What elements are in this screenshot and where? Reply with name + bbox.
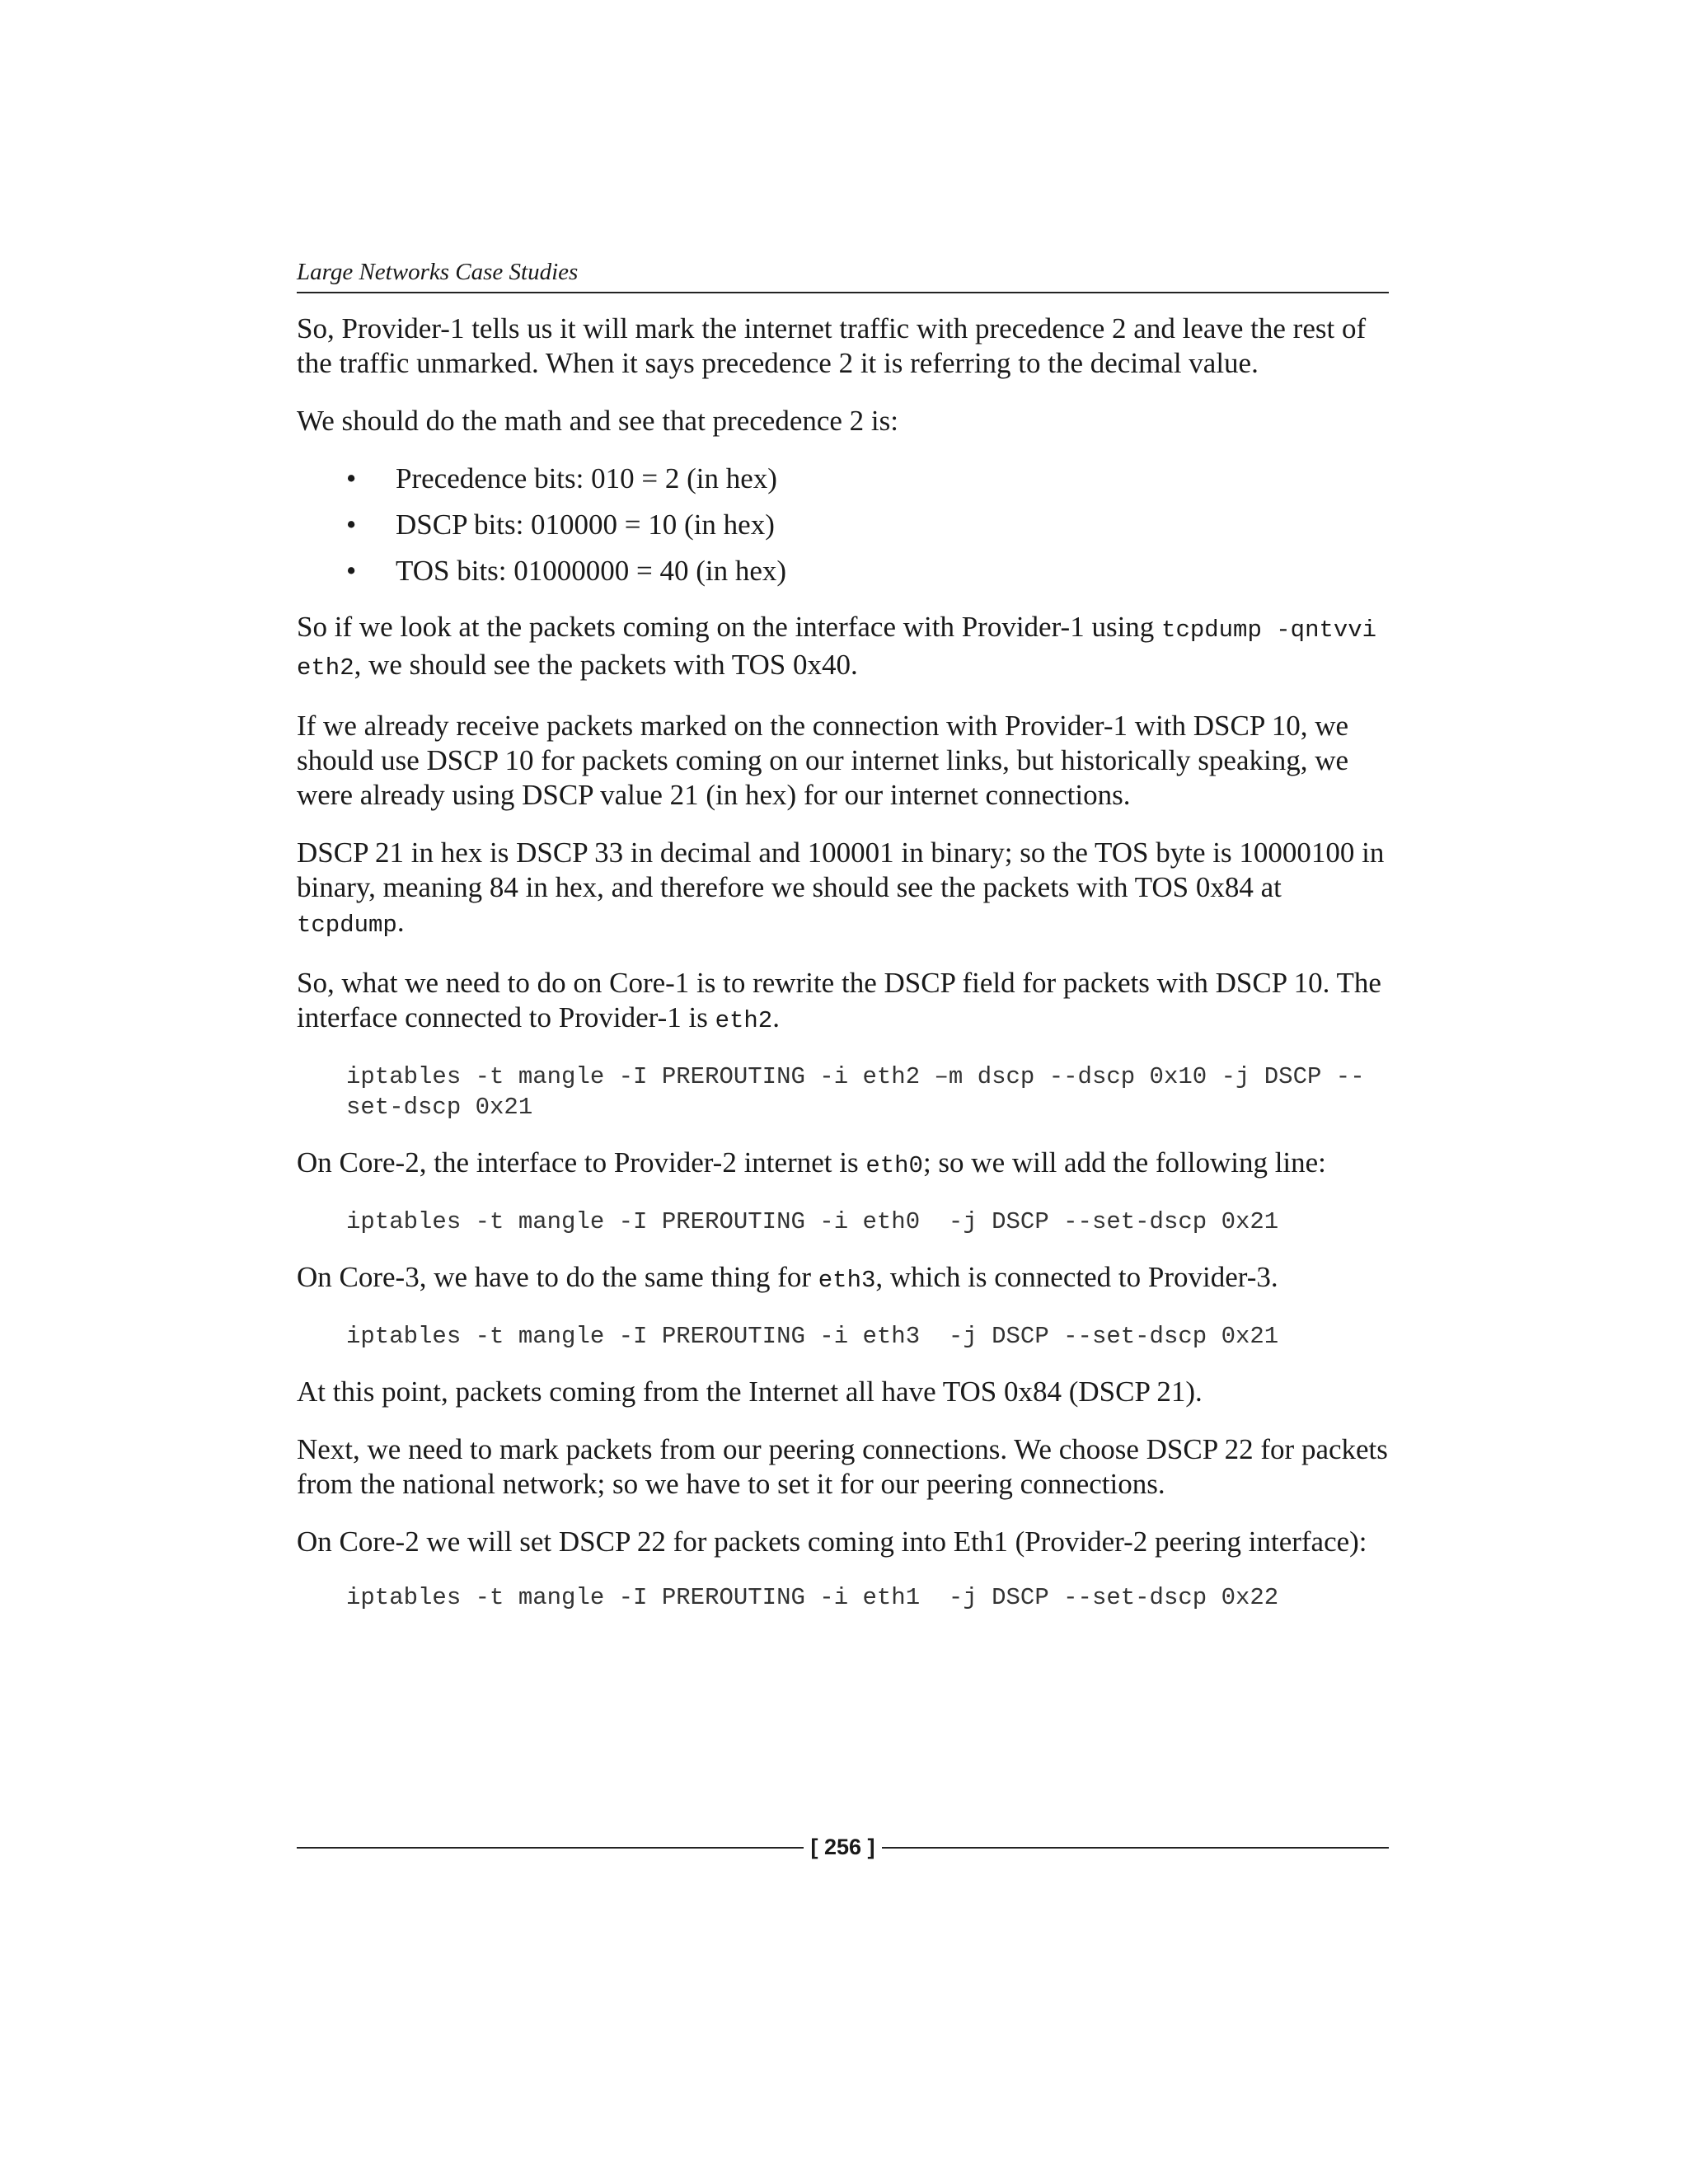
list-item [346, 462, 1389, 496]
paragraph-text: So, what we need to do on Core-1 is to rewrite the DSCP field for packets with DSCP 10. The interface connected to Provider-1 is [297, 967, 1381, 1033]
paragraph-text: . [396, 906, 405, 938]
paragraph-core1 [297, 966, 1389, 1038]
inline-code: eth0 [865, 1152, 923, 1179]
inline-code: eth3 [818, 1267, 876, 1294]
footer-rule-right [882, 1847, 1389, 1849]
code-block-core1: iptables -t mangle -I PREROUTING -i eth2 –m dscp --dscp 0x10 -j DSCP --set-dscp 0x21 [346, 1063, 1365, 1121]
code-block-core3: iptables -t mangle -I PREROUTING -i eth3 -j DSCP --set-dscp 0x21 [346, 1323, 1279, 1350]
list-item [346, 508, 1389, 542]
paragraph-core3 [297, 1260, 1389, 1298]
list-item-text: Precedence bits: 010 = 2 (in hex) [396, 462, 777, 494]
code-block-core2-peering: iptables -t mangle -I PREROUTING -i eth1 -j DSCP --set-dscp 0x22 [346, 1584, 1279, 1611]
paragraph-text: ; so we will add the following line: [922, 1146, 1326, 1179]
list-item [346, 554, 1389, 588]
paragraph-core2 [297, 1146, 1389, 1183]
footer-rule-left [297, 1847, 804, 1849]
paragraph-text: On Core-3, we have to do the same thing for [297, 1261, 818, 1293]
page-number: [ 256 ] [810, 1835, 875, 1859]
inline-code: tcpdump [297, 912, 397, 939]
paragraph-tcpdump [297, 610, 1389, 686]
paragraph-peering: Next, we need to mark packets from our peering connections. We choose DSCP 22 for packets from the national network; so we have to set it for our peering connections. [297, 1433, 1388, 1500]
paragraph-text: , we should see the packets with TOS 0x40. [354, 649, 858, 681]
page-footer [297, 1835, 1389, 1860]
paragraph-precedence-math: We should do the math and see that precedence 2 is: [297, 405, 898, 437]
paragraph-text: DSCP 21 in hex is DSCP 33 in decimal and 100001 in binary; so the TOS byte is 10000100 in binary, meaning 84 in hex, and therefore we should see the packets with TOS 0x84 at [297, 837, 1385, 903]
bullet-icon: • [346, 555, 357, 587]
running-head: Large Networks Case Studies [297, 255, 1389, 293]
page-body [297, 255, 1389, 1636]
list-item-text: DSCP bits: 010000 = 10 (in hex) [396, 509, 775, 541]
inline-code: tcpdump -qntvvi eth2 [297, 616, 1377, 682]
code-block-core2: iptables -t mangle -I PREROUTING -i eth0 -j DSCP --set-dscp 0x21 [346, 1208, 1279, 1235]
paragraph-text: , which is connected to Provider-3. [875, 1261, 1278, 1293]
paragraph-dscp-conversion [297, 836, 1389, 943]
paragraph-text: . [772, 1001, 780, 1033]
inline-code: eth2 [715, 1007, 773, 1034]
paragraph-text: So if we look at the packets coming on the interface with Provider-1 using [297, 611, 1162, 643]
bullet-icon: • [346, 509, 357, 541]
list-item-text: TOS bits: 01000000 = 40 (in hex) [396, 555, 787, 587]
bullet-icon: • [346, 462, 357, 494]
paragraph-provider-marking: So, Provider-1 tells us it will mark the internet traffic with precedence 2 and leave the rest of the traffic unmarked. When it says precedence 2 it is referring to the decimal value. [297, 312, 1367, 379]
paragraph-core2-peering: On Core-2 we will set DSCP 22 for packets coming into Eth1 (Provider-2 peering interface): [297, 1526, 1367, 1558]
bit-list [297, 462, 1389, 588]
paragraph-internet-tos: At this point, packets coming from the Internet all have TOS 0x84 (DSCP 21). [297, 1376, 1203, 1408]
paragraph-text: On Core-2, the interface to Provider-2 internet is [297, 1146, 866, 1179]
paragraph-dscp-history: If we already receive packets marked on the connection with Provider-1 with DSCP 10, we should use DSCP 10 for packets coming on our internet links, but historically speaking, we were already using DSCP value 21 (in hex) for our internet connections. [297, 710, 1349, 811]
